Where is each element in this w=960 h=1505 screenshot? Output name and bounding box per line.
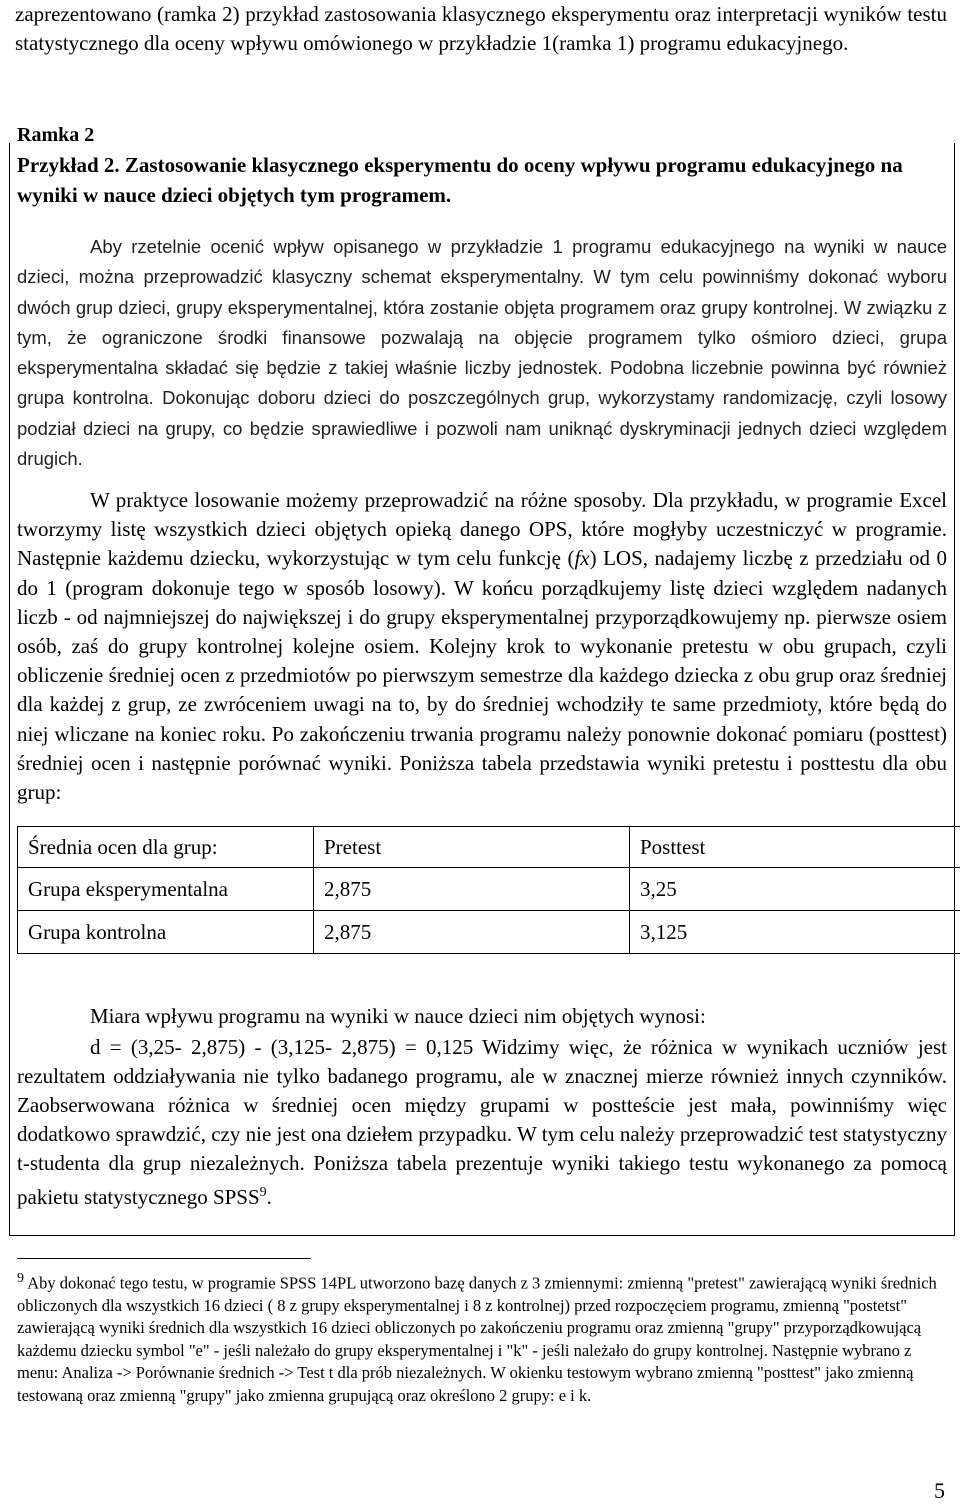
ramka-label: Ramka 2 [17,124,95,146]
paragraph-3-end: . [266,1185,272,1209]
footnote-separator [17,1258,311,1259]
footnote [17,1268,947,1407]
page-number: 5 [934,1478,945,1503]
table-cell: Grupa kontrolna [18,911,314,954]
footnote-reference: 9 [259,1185,267,1200]
table-cell: 2,875 [314,911,630,954]
table-cell: Grupa eksperymentalna [18,868,314,911]
intro-paragraph: zaprezentowano (ramka 2) przykład zastosowania klasycznego eksperymentu oraz interpretacji wyników testu statystycznego dla oceny wpływu omówionego w przykładzie 1(ramka 1) programu edukacyjnego. [15,2,947,55]
table-row [18,911,960,954]
paragraph-2-fx: fx [574,546,590,571]
paragraph-3-text: d = (3,25- 2,875) - (3,125- 2,875) = 0,125 Widzimy więc, że różnica w wynikach uczniów jest rezultatem oddziaływania nie tylko badanego programu, ale w znacznej mierze również innych czynników. Zaobserwowana różnica w średniej ocen między grupami w postteście jest mała, powinniśmy więc dodatkowo sprawdzić, czy nie jest ona dziełem przypadku. W tym celu należy przeprowadzić test statystyczny t-studenta dla grup niezależnych. Poniższa tabela prezentuje wyniki takiego testu wykonanego za pomocą pakietu statystycznego SPSS [17,1035,947,1209]
table-row [18,868,960,911]
table-cell: 3,125 [630,911,960,954]
table-header-row [18,827,960,868]
table-cell: 2,875 [314,868,630,911]
paragraph-2-text-b: ) LOS, nadajemy liczbę z przedziału od 0 do 1 (program dokonuje tego w sposób losowy). W końcu porządkujemy listę dzieci względem nadanych liczb - od najmniejszej do największej i do grupy eksperymentalnej przyporządkowujemy np. pierwsze osiem osób, zaś do grupy kontrolnej kolejne osiem. Kolejny krok to wykonanie pretestu w obu grupach, czyli obliczenie średniej ocen z przedmiotów po pierwszym semestrze dla każdego dziecka z obu grup oraz średniej dla każdej z grup, ze zwróceniem uwagi na to, by do średniej wchodziły te same przedmioty, które będą do niej wliczane na koniec roku. Po zakończeniu trwania programu należy ponownie dokonać pomiaru (posttest) średniej ocen i następnie porównać wyniki. Poniższa tabela przedstawia wyniki pretestu i posttestu dla obu grup: [17,546,947,805]
table-header-cell: Średnia ocen dla grup: [18,827,314,868]
results-table [17,826,960,954]
table-header-cell: Posttest [630,827,960,868]
measure-line: Miara wpływu programu na wyniki w nauce dzieci nim objętych wynosi: [90,1004,706,1028]
paragraph-2 [17,486,947,807]
table-header-cell: Pretest [314,827,630,868]
paragraph-3 [17,1033,947,1212]
paragraph-2-text-a: W praktyce losowanie możemy przeprowadzić na różne sposoby. Dla przykładu, w programie Excel tworzymy listę wszystkich dzieci objętych opieką danego OPS, które mogłyby uczestniczyć w programie. Następnie każdemu dziecku, wykorzystując w tym celu funkcję ( [17,488,947,571]
paragraph-1-text: Aby rzetelnie ocenić wpływ opisanego w przykładzie 1 programu edukacyjnego na wyniki w nauce dzieci, można przeprowadzić klasyczny schemat eksperymentalny. W tym celu powinniśmy dokonać wyboru dwóch grup dzieci, grupy eksperymentalnej, która zostanie objęta programem oraz grupy kontrolnej. W związku z tym, że ograniczone środki finansowe pozwalają na objęcie programem tylko ośmioro dzieci, grupa eksperymentalna składać się będzie z takiej właśnie liczby jednostek. Podobna liczebnie powinna być również grupa kontrolna. Dokonując doboru dzieci do poszczególnych grup, wykorzystamy randomizację, czyli losowy podział dzieci na grupy, co będzie sprawiedliwe i pozwoli nam uniknąć dyskryminacji jednych dzieci względem drugich. [17,236,947,470]
footnote-mark: 9 [17,1271,24,1286]
footnote-text: Aby dokonać tego testu, w programie SPSS 14PL utworzono bazę danych z 3 zmiennymi: zmienną "pretest" zawierającą wyniki średnich obliczonych dla wszystkich 16 dzieci ( 8 z grupy eksperymentalnej i 8 z kontrolnej) przed rozpoczęciem programu, zmienną "postetst" zawierającą wyniki średnich dla wszystkich 16 dzieci obliczonych po zakończeniu programu oraz zmienną "grupy" przyporządkowującą każdemu dziecku symbol "e" - jeśli należało do grupy eksperymentalnej i "k" - jeśli należało do grupy kontrolnej. Następnie wybrano z menu: Analiza -> Porównanie średnich -> Test t dla prób niezależnych. W okienku testowym wybrano zmienną "posttest" jako zmienną testowaną oraz zmienną "grupy" jako zmienna grupującą oraz określono 2 grupy: e i k. [17,1273,937,1405]
example-title: Przykład 2. Zastosowanie klasycznego eksperymentu do oceny wpływu programu edukacyjnego na wyniki w nauce dzieci objętych tym programem. [17,153,903,207]
paragraph-1 [17,232,947,474]
table-cell: 3,25 [630,868,960,911]
